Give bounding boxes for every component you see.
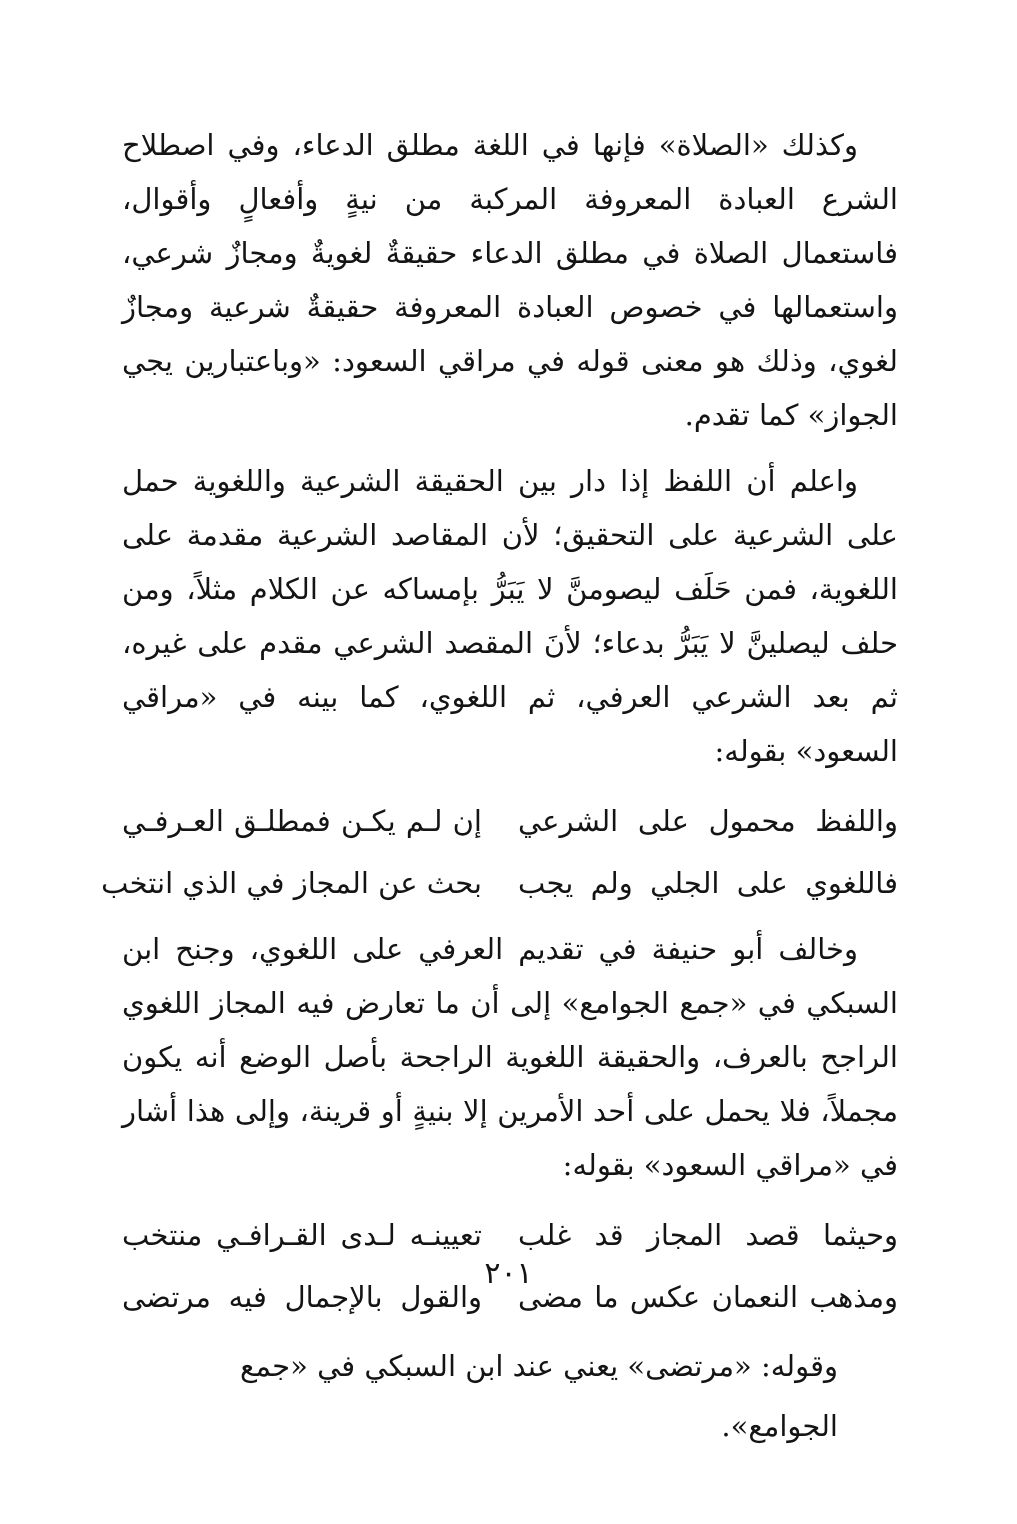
verse-second-hemistich: بحث عن المجاز في الذي انتخب [101,866,482,900]
verse-second-hemistich: إن لـم يكـن فمطلـق العـرفـي [122,804,482,838]
poem-verses-1 [101,790,898,914]
verse-first-hemistich: ومذهب النعمان عكس ما مضى [518,1280,898,1314]
verse-first-hemistich: وحيثما قصد المجاز قد غلب [518,1218,898,1252]
verse-first-hemistich: واللفظ محمول على الشرعي [518,804,898,838]
verse-first-hemistich: فاللغوي على الجلي ولم يجب [518,866,898,900]
paragraph-salat: وكذلك «الصلاة» فإنها في اللغة مطلق الدعاء، وفي اصطلاح الشرع العبادة المعروفة المركبة من نيةٍ وأفعالٍ وأقوال، فاستعمال الصلاة في مطلق الدعاء حقيقةٌ لغويةٌ ومجازٌ شرعي، واستعمالها في خصوص العبادة المعروفة حقيقةٌ شرعية ومجازٌ لغوي، وذلك هو معنى قوله في مراقي السعود: «وباعتبارين يجي الجواز» كما تقدم. [122,128,898,432]
paragraph-shariah-meaning: واعلم أن اللفظ إذا دار بين الحقيقة الشرعية واللغوية حمل على الشرعية على التحقيق؛ لأن المقاصد الشرعية مقدمة على اللغوية، فمن حَلَف ليصومنَّ لا يَبَرُّ بإمساكه عن الكلام مثلاً، ومن حلف ليصلينَّ لا يَبَرُّ بدعاء؛ لأنَ المقصد الشرعي مقدم على غيره، ثم بعد الشرعي العرفي، ثم اللغوي، كما بينه في «مراقي السعود» بقوله: [122,464,898,768]
paragraph-abu-hanifa: وخالف أبو حنيفة في تقديم العرفي على اللغوي، وجنح ابن السبكي في «جمع الجوامع» إلى أن ما تعارض فيه المجاز اللغوي الراجح بالعرف، والحقيقة اللغوية الراجحة بأصل الوضع أنه يكون مجملاً، فلا يحمل على أحد الأمرين إلا بنيةٍ أو قرينة، وإلى هذا أشار في «مراقي السعود» بقوله: [122,932,898,1182]
verse-second-hemistich: تعيينـه لـدى القـرافـي منتخب [122,1218,482,1252]
verse-line [101,852,898,914]
page-number: ٢٠١ [484,1256,533,1291]
verse-line [122,790,898,852]
closing-note: وقوله: «مرتضى» يعني عند ابن السبكي في «جمع الجوامع». [239,1349,838,1443]
verse-second-hemistich: والقول بالإجمال فيه مرتضى [122,1280,482,1314]
